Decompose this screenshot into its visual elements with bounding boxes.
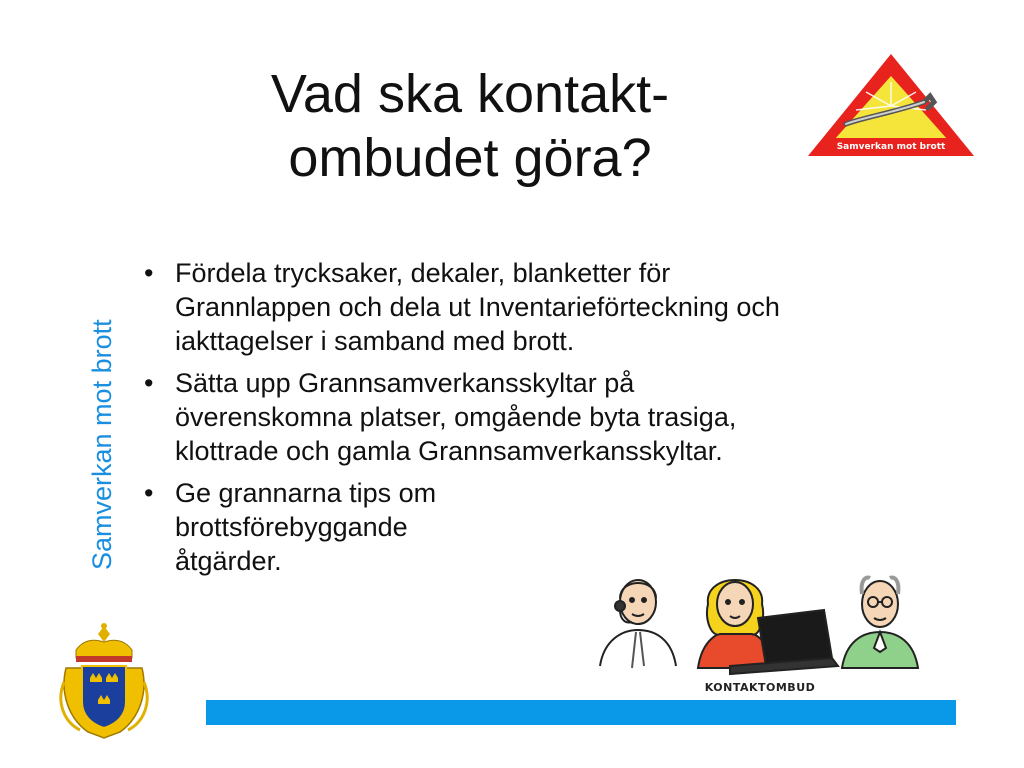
slide-title-line-2: ombudet göra? <box>288 128 652 188</box>
bullet-3-line-3: åtgärder. <box>175 546 282 576</box>
bullet-3-line-1: • Ge grannarna tips om <box>175 478 437 508</box>
bullet-2-line-3: klottrade och gamla Grannsamverkansskyltar. <box>175 436 723 466</box>
bullet-item-3 <box>142 476 515 578</box>
bullet-1-line-1: • Fördela trycksaker, dekaler, blanketter för <box>175 258 671 288</box>
woman-with-laptop-icon <box>698 580 838 674</box>
slide-title <box>180 62 760 190</box>
bullet-3-line-2: brottsförebyggande <box>175 512 408 542</box>
bullet-item-2 <box>142 366 962 468</box>
illustration-caption: KONTAKTOMBUD <box>704 681 816 694</box>
bullet-2-line-1: • Sätta upp Grannsamverkansskyltar på <box>175 368 635 398</box>
bullet-list <box>142 256 962 586</box>
kontaktombud-illustration <box>580 548 940 698</box>
bullet-1-line-3: iakttagelser i samband med brott. <box>175 326 575 356</box>
bullet-2-line-2: överenskomna platser, omgående byta trasiga, <box>175 402 737 432</box>
person-with-headset-icon <box>600 580 676 668</box>
samverkan-mot-brott-logo <box>806 52 976 160</box>
coat-of-arms-icon <box>58 622 150 740</box>
older-man-icon <box>842 578 918 668</box>
slide-title-line-1: Vad ska kontakt- <box>270 64 670 124</box>
bullet-1-line-2: Grannlappen och dela ut Inventarieförteckning och <box>175 292 780 322</box>
bullet-item-1 <box>142 256 962 358</box>
side-label: Samverkan mot brott <box>87 319 117 570</box>
blue-accent-bar <box>206 700 956 725</box>
logo-text: Samverkan mot brott <box>836 142 946 152</box>
